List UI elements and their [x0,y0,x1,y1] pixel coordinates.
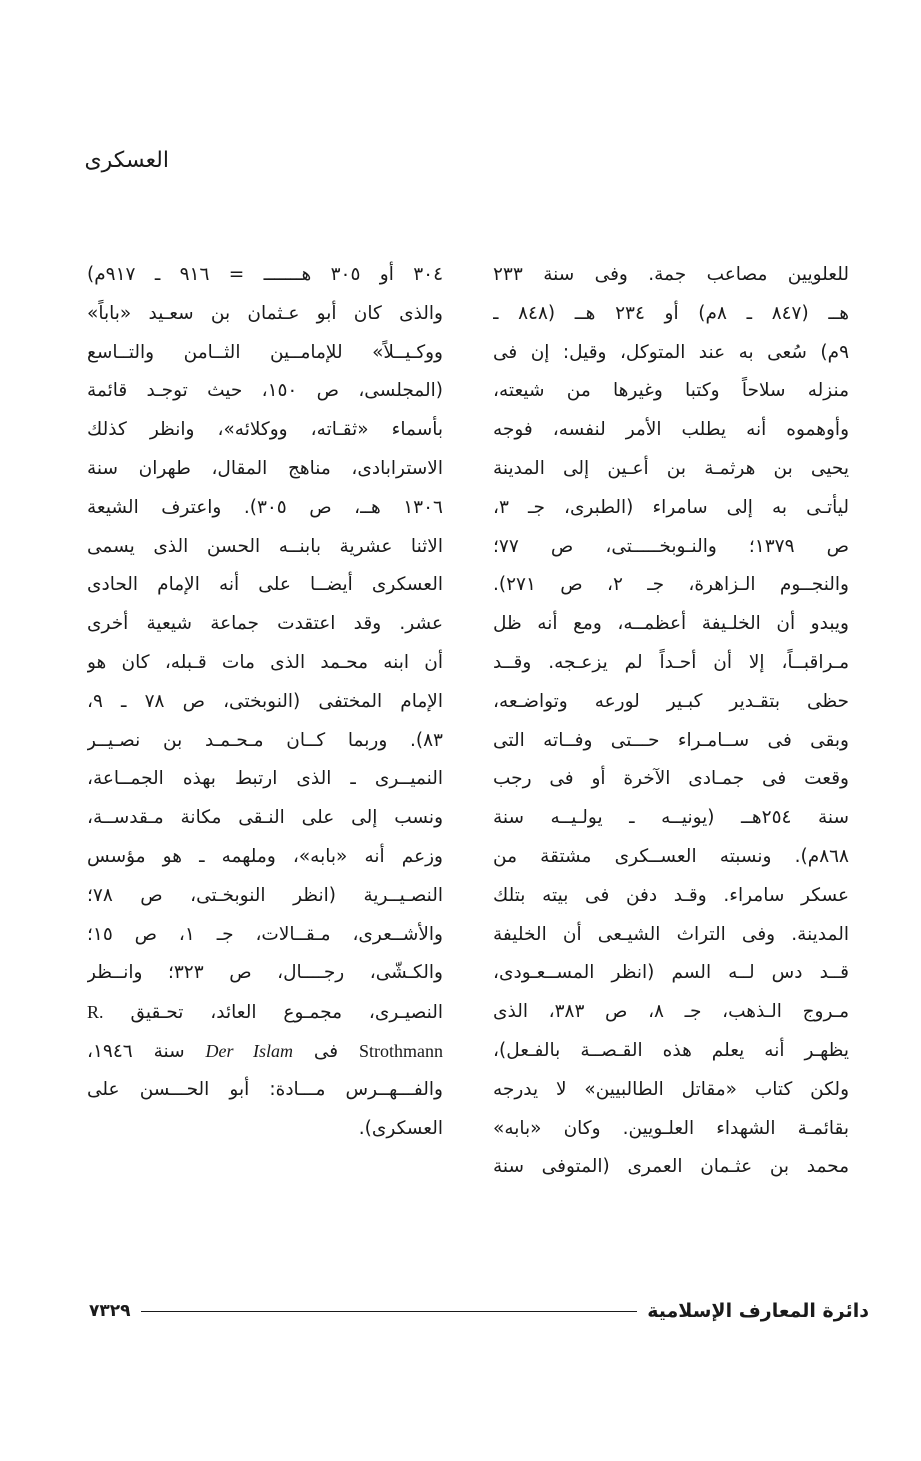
text-line: النميــرى ـ الذى ارتبط بهذه الجمــاعة، [87,768,443,790]
text-line: وزعم أنه «بابه»، وملهمه ـ هو مؤسس [87,845,443,867]
text-line: سنة ٢٥٤هــ (يونيــه ـ يولـيــه سنة [493,807,849,829]
text-line: قــد دس لــه السم (انظر المســعـودى، [493,962,849,984]
footer-rule [141,1311,638,1312]
line-text: سنة ١٩٤٦، [87,1040,185,1062]
encyclopedia-title: دائرة المعارف الإسلامية [647,1300,869,1322]
text-line: محمد بن عثـمان العمرى (المتوفى سنة [493,1156,849,1178]
text-line: مـراقبــاً، إلا أن أحـداً لم يزعـجه. وقــد [493,651,849,673]
text-line: العسكرى). [358,1117,443,1139]
text-line: وبقى فى ســامـراء حـــتى وفــاته التى [493,729,849,751]
line-text: النصيـرى، مجمـوع العائد، تحـقيق [130,1002,443,1024]
text-line: عشر. وقد اعتقدت جماعة شيعية أخرى [87,613,443,635]
text-line: أن ابنه محـمد الذى مات قـبله، كان هو [87,651,443,673]
text-line: عسكر سامراء. وقـد دفن فى بيته بتلك [493,884,849,906]
text-line: للعلويين مصاعب جمة. وفى سنة ٢٣٣ [493,264,849,285]
text-line: وقعت فى جمـادى الآخرة أو فى رجب [493,768,849,790]
text-line: ونسب إلى على النـقى مكانة مـقدســة، [87,807,443,829]
text-line: ٨٣). وربما كــان مـحـمـد بن نصـيــر [87,729,443,751]
text-line: الإمام المختفى (النوبختى، ص ٧٨ ـ ٩، [87,690,443,712]
text-line: والكـشّى، رجــــال، ص ٣٢٣؛ وانــظر [87,962,443,984]
text-line: ويبدو أن الخلـيفة أعظمــه، ومع أنه ظل [493,613,849,635]
text-line: ص ١٣٧٩؛ والنـوبخـــــتى، ص ٧٧؛ [493,535,849,557]
text-line: ٨٦٨م). ونسبته العســكرى مشتقة من [493,845,849,867]
text-line: والفـــهــرس مـــادة: أبو الحـــسن على [87,1078,443,1100]
text-line: حظى بتقـدير كبـير لورعه وتواضـعه، [493,690,849,712]
latin-name: Strothmann [358,1040,443,1061]
text-line: (المجلسى، ص ١٥٠، حيث توجـد قائمة [87,380,443,402]
text-column-left [87,256,443,1148]
text-line: ووكـيــلاً» للإمامــين الثــامن والتــاسع [87,341,443,363]
latin-initial: R. [87,1002,104,1023]
page-number: ٧٣٢٩ [89,1301,131,1321]
text-line: النصـيــرية (انظر النوبخـتى، ص ٧٨؛ [87,884,443,906]
text-line: بأسماء «ثقـاته، ووكلائه»، وانظر كذلك [87,419,443,441]
text-line: ٣٠٤ أو ٣٠٥ هـــــــ = ٩١٦ ـ ٩١٧م) [87,264,443,285]
text-line: الاسترابادى، مناهج المقال، طهران سنة [87,457,443,479]
running-header: العسكرى [84,148,169,173]
text-line-mixed [87,993,443,1032]
text-line: المدينة. وفى التراث الشيـعى أن الخليفة [493,923,849,945]
text-line: ليأتـى به إلى سامراء (الطبرى، جـ ٣، [493,496,849,518]
text-line: العسكرى أيضــا على أنه الإمام الحادى [87,574,443,596]
text-line: والأشــعرى، مـقــالات، جـ ١، ص ١٥؛ [87,923,443,945]
text-line: ٩م) سُعى به عند المتوكل، وقيل: إن فى [493,341,849,363]
text-line: ١٣٠٦ هــ، ص ٣٠٥). واعترف الشيعة [87,496,443,518]
text-line-mixed [87,1032,443,1071]
page-footer [89,1296,869,1326]
text-line: يحيى بن هرثمـة بن أعـين إلى المدينة [493,457,849,479]
text-line: والذى كان أبو عـثمان بن سعـيد «باباً» [87,302,443,324]
text-line: منزله سلاحاً وكتبا وغيرها من شيعته، [493,380,849,402]
text-line: والنجــوم الـزاهرة، جـ ٢، ص ٢٧١). [493,574,849,596]
text-column-right [493,256,849,1187]
text-line: بقائمـة الشهداء العلـويين. وكان «بابه» [493,1117,849,1139]
text-line: يظهـر أنه يعلم هذه القـصــة بالفـعل)، [493,1039,849,1061]
text-line: وأوهموه أنه يطلب الأمر لنفسه، فوجه [493,419,849,441]
text-line: ولكن كتاب «مقاتل الطالبيين» لا يدرجه [493,1078,849,1100]
journal-title: Der Islam [205,1040,293,1061]
line-text: فى [313,1040,339,1062]
text-line: مـروج الـذهب، جـ ٨، ص ٣٨٣، الذى [493,1001,849,1023]
text-line: الاثنا عشرية بابنــه الحسن الذى يسمى [87,535,443,557]
text-line: هــ (٨٤٧ ـ ٨م) أو ٢٣٤ هــ (٨٤٨ ـ [493,302,849,324]
